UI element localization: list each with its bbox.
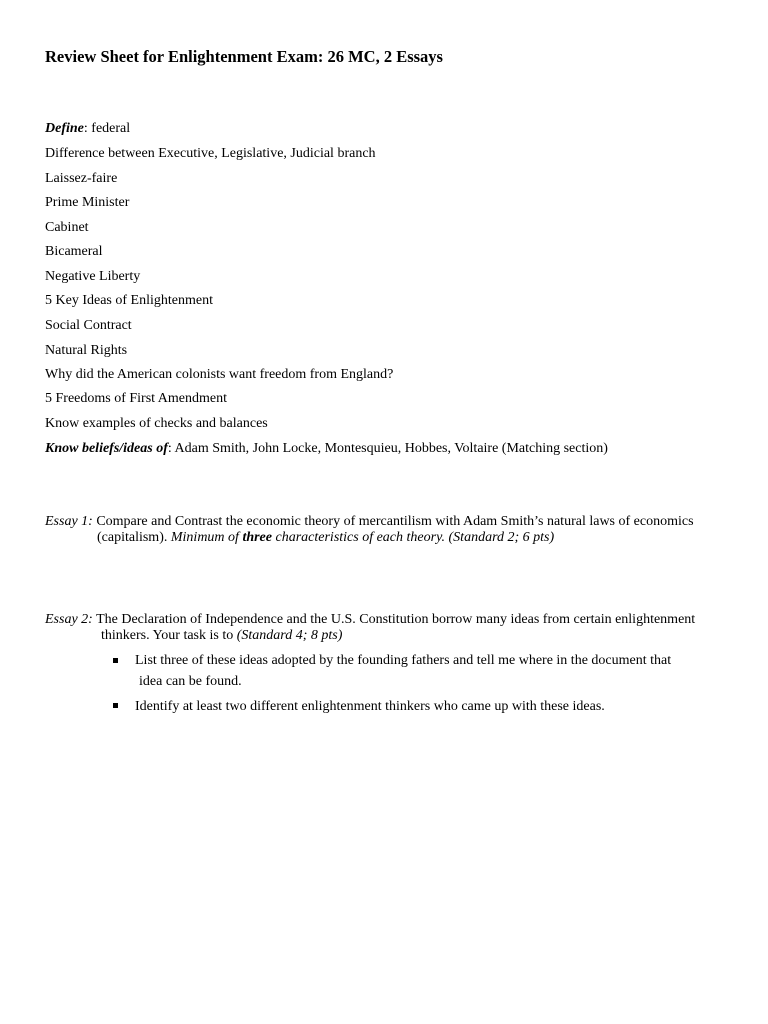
know-beliefs-list: : Adam Smith, John Locke, Montesquieu, Hobbes, Voltaire (Matching section)	[167, 441, 608, 456]
essay-2-line-1	[45, 612, 725, 628]
essay-2-line-2	[45, 628, 725, 644]
essay-1-prompt-cont: (capitalism).	[97, 530, 171, 545]
know-beliefs-line	[45, 440, 608, 457]
essay-1-line-1	[45, 514, 725, 530]
term-item: Know examples of checks and balances	[45, 416, 268, 431]
term-item: Difference between Executive, Legislative, Judicial branch	[45, 146, 376, 161]
term-item: Cabinet	[45, 220, 89, 235]
essay-1-label: Essay 1:	[45, 514, 93, 529]
term-item: Negative Liberty	[45, 269, 141, 284]
essay-1-requirement-a: Minimum of	[170, 530, 243, 545]
term-item: Why did the American colonists want freedom from England?	[45, 367, 394, 382]
know-beliefs-label: Know beliefs/ideas of	[45, 441, 168, 456]
essay-1	[45, 514, 725, 546]
bullet-marker	[113, 658, 118, 663]
term-item: 5 Freedoms of First Amendment	[45, 391, 227, 406]
term-item: Prime Minister	[45, 195, 130, 210]
define-term: : federal	[83, 121, 131, 136]
page-title: Review Sheet for Enlightenment Exam: 26 MC, 2 Essays	[45, 47, 443, 66]
term-item: Bicameral	[45, 244, 103, 259]
essay-1-line-2	[45, 530, 725, 546]
essay-2	[45, 612, 725, 644]
term-item: Social Contract	[45, 318, 132, 333]
essay-1-requirement-b: characteristics of each theory. (Standard 2; 6 pts)	[272, 530, 555, 545]
essay-2-bullet-1-line-1: List three of these ideas adopted by the founding fathers and tell me where in the document that	[135, 653, 672, 668]
essay-2-prompt-cont: thinkers. Your task is to	[101, 628, 237, 643]
term-item: 5 Key Ideas of Enlightenment	[45, 293, 213, 308]
essay-2-standard: (Standard 4; 8 pts)	[236, 628, 343, 643]
bullet-marker	[113, 703, 118, 708]
essay-1-prompt: Compare and Contrast the economic theory of mercantilism with Adam Smith’s natural laws of economics	[92, 514, 694, 529]
essay-2-bullet-2: Identify at least two different enlightenment thinkers who came up with these ideas.	[135, 699, 605, 714]
term-item: Natural Rights	[45, 343, 128, 358]
term-item: Laissez-faire	[45, 171, 118, 186]
essay-2-label: Essay 2:	[45, 612, 93, 627]
define-label: Define	[45, 121, 84, 136]
essay-1-requirement-emphasis: three	[242, 530, 272, 545]
essay-2-prompt: The Declaration of Independence and the U.S. Constitution borrow many ideas from certain enlightenment	[92, 612, 696, 627]
define-line	[45, 120, 130, 137]
essay-2-bullet-1-line-2: idea can be found.	[139, 674, 242, 689]
